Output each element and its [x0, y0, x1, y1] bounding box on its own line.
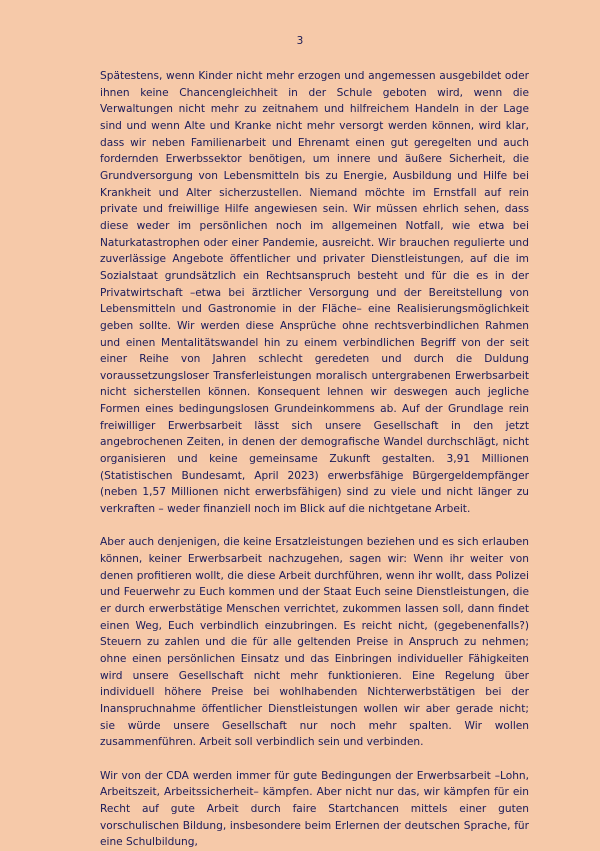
body-text	[100, 68, 529, 851]
paragraph-1: Spätestens, wenn Kinder nicht mehr erzogen und angemessen ausgebildet oder ihnen keine Chancengleichheit in der Schule geboten wird, wenn die Verwaltungen nicht mehr zu zeitnahem und hilfreichem Handeln in der Lage sind und wenn Alte und Kranke nicht mehr versorgt werden können, wird klar, dass wir neben Familienarbeit und Ehrenamt einen gut geregelten und auch fordernden Erwerbssektor benötigen, um innere und äußere Sicherheit, die Grundversorgung von Lebensmitteln bis zu Energie, Ausbildung und Hilfe bei Krankheit und Alter sicherzustellen. Niemand möchte im Ernstfall auf rein private und freiwillige Hilfe angewiesen sein. Wir müssen ehrlich sehen, dass diese weder im persönlichen noch im allgemeinen Notfall, wie etwa bei Naturkatastrophen oder einer Pandemie, ausreicht. Wir brauchen regulierte und zuverlässige Angebote öffentlicher und privater Dienstleistungen, auf die im Sozialstaat grundsätzlich ein Rechtsanspruch besteht und für die es in der Privatwirtschaft –etwa bei ärztlicher Versorgung und der Bereitstellung von Lebensmitteln und Gastronomie in der Fläche– eine Realisierungsmöglichkeit geben sollte. Wir werden diese Ansprüche ohne rechtsverbindlichen Rahmen und einen Mentalitätswandel hin zu einem verbindlichen Begriff von der seit einer Reihe von Jahren schlecht geredeten und durch die Duldung voraussetzungsloser Transferleistungen moralisch untergrabenen Erwerbsarbeit nicht sicherstellen können. Konsequent lehnen wir deswegen auch jegliche Formen eines bedingungslosen Grundeinkommens ab. Auf der Grundlage rein freiwilliger Erwerbsarbeit lässt sich unsere Gesellschaft in den jetzt angebrochenen Zeiten, in denen der demografische Wandel durchschlägt, nicht organisieren und keine gemeinsame Zukunft gestalten. 3,91 Millionen (Statistischen Bundesamt, April 2023) erwerbsfähige Bürgergeldempfänger (neben 1,57 Millionen nicht erwerbsfähigen) sind zu viele und nicht länger zu verkraften – weder finanziell noch im Blick auf die nichtgetane Arbeit.	[100, 70, 529, 516]
paragraph-3: Wir von der CDA werden immer für gute Bedingungen der Erwerbsarbeit –Lohn, Arbeitszeit, Arbeitssicherheit– kämpfen. Aber nicht nur das, wir kämpfen für ein Recht auf gute Arbeit durch faire Startchancen mittels einer guten vorschulischen Bildung, insbesondere beim Erlernen der deutschen Sprache, für eine Schulbildung,	[100, 769, 529, 849]
paragraph-2: Aber auch denjenigen, die keine Ersatzleistungen beziehen und es sich erlauben können, keiner Erwerbsarbeit nachzugehen, sagen wir: Wenn ihr weiter von denen profitieren wollt, die diese Arbeit durchführen, wenn ihr wollt, dass Polizei und Feuerwehr zu Euch kommen und der Staat Euch seine Dienstleistungen, die er durch erwerbstätige Menschen verrichtet, zukommen lassen soll, dann findet einen Weg, Euch verbindlich einzubringen. Es reicht nicht, (gegebenenfalls?) Steuern zu zahlen und die für alle geltenden Preise in Anspruch zu nehmen; ohne einen persönlichen Einsatz und das Einbringen individueller Fähigkeiten wird unsere Gesellschaft nicht mehr funktionieren. Eine Regelung über individuell höhere Preise bei wohlhabenden Nichterwerbstätigen bei der Inanspruchnahme öffentlicher Dienstleistungen wollen wir aber gerade nicht; sie würde unsere Gesellschaft nur noch mehr spalten. Wir wollen zusammenführen. Arbeit soll verbindlich sein und verbinden.	[100, 536, 529, 749]
page-number: 3	[296, 35, 304, 47]
